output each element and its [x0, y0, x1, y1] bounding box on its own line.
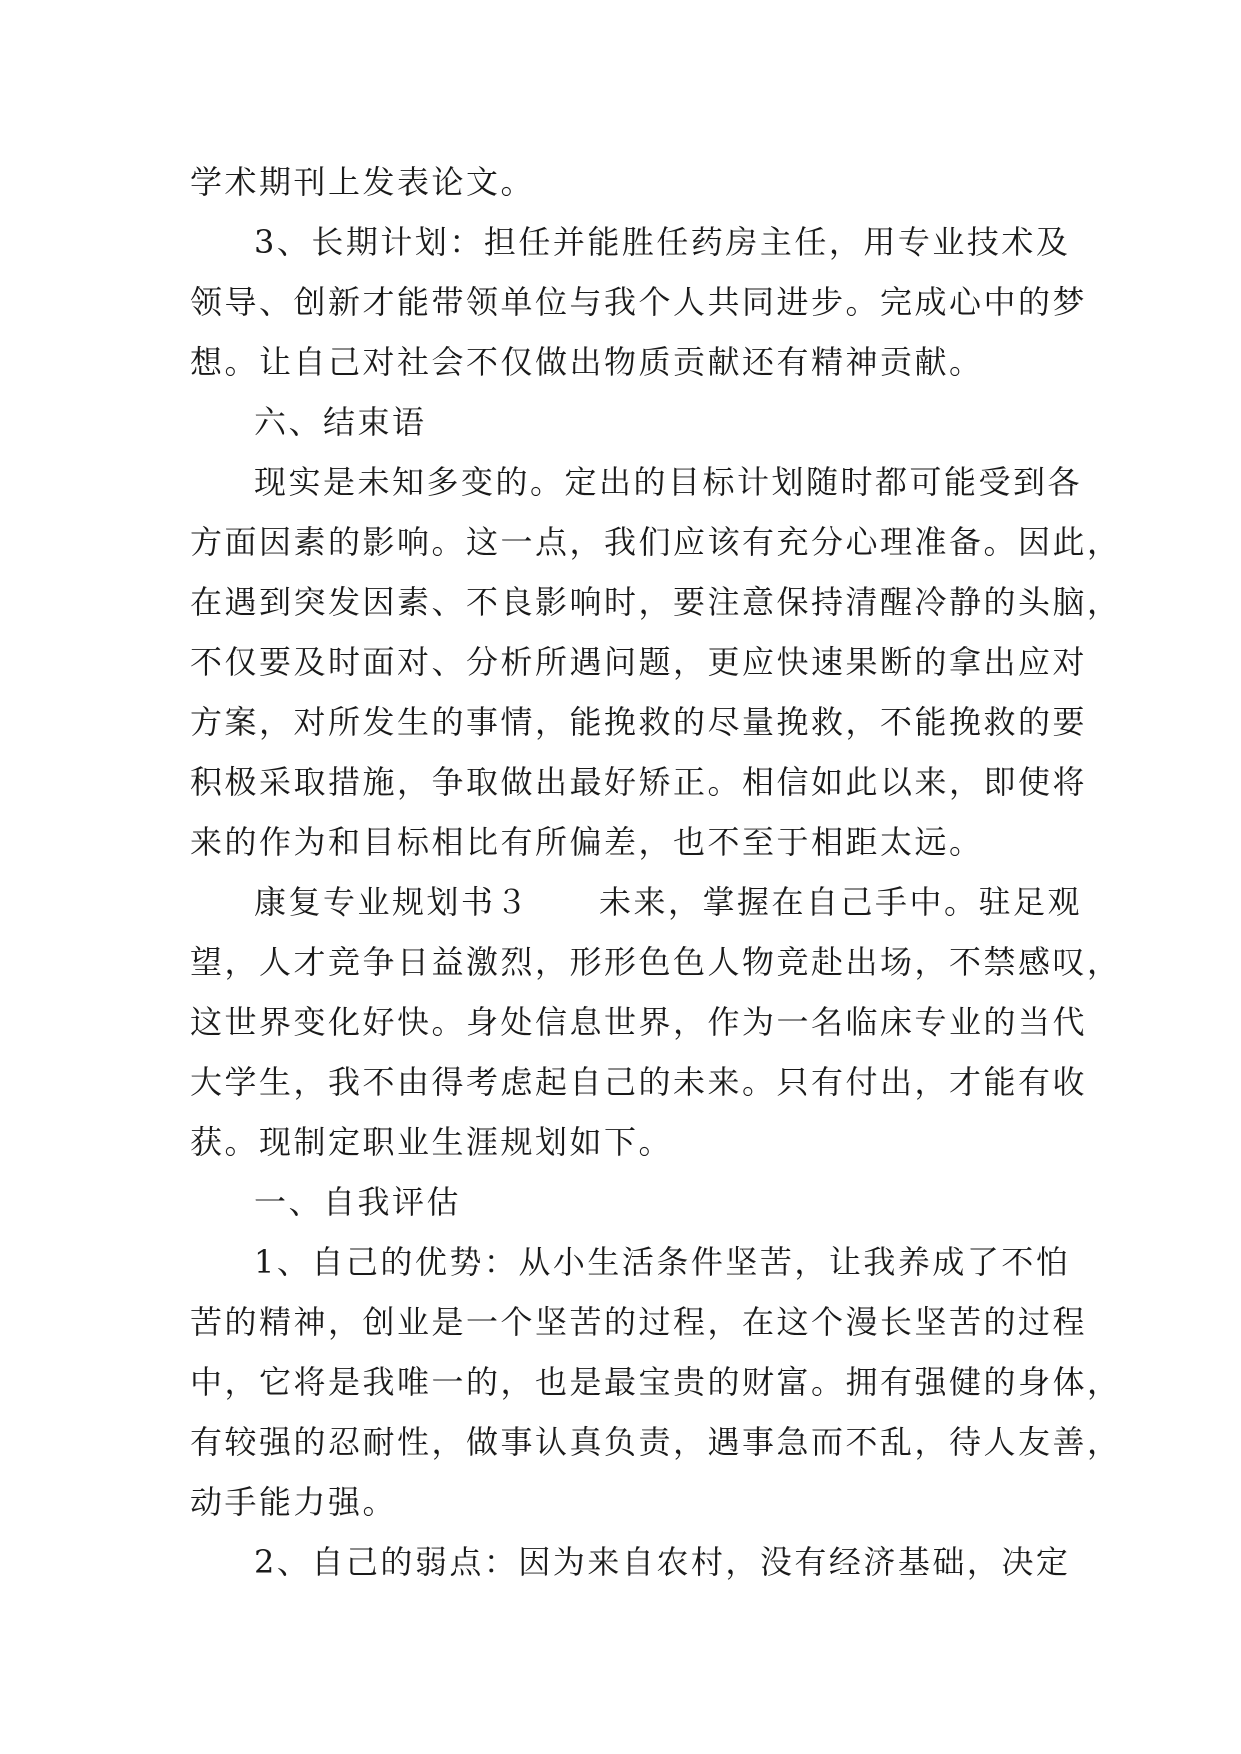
text-line: 积极采取措施，争取做出最好矫正。相信如此以来，即使将	[190, 763, 1088, 801]
text-line: 现实是未知多变的。定出的目标计划随时都可能受到各	[254, 463, 1083, 501]
text-line: 领导、创新才能带领单位与我个人共同进步。完成心中的梦	[190, 283, 1088, 321]
text-line: 1、自己的优势：从小生活条件坚苦，让我养成了不怕	[254, 1243, 1071, 1281]
text-line: 来的作为和目标相比有所偏差，也不至于相距太远。	[190, 823, 984, 861]
section-heading: 六、结束语	[254, 403, 427, 441]
text-line: 动手能力强。	[190, 1483, 398, 1521]
text-line: 中，它将是我唯一的，也是最宝贵的财富。拥有强健的身体，	[190, 1363, 1122, 1401]
text-line: 大学生，我不由得考虑起自己的未来。只有付出，才能有收	[190, 1063, 1088, 1101]
text-line: 苦的精神，创业是一个坚苦的过程，在这个漫长坚苦的过程	[190, 1303, 1088, 1341]
text-line: 在遇到突发因素、不良影响时，要注意保持清醒冷静的头脑，	[190, 583, 1122, 621]
text-line: 康复专业规划书３ 未来，掌握在自己手中。驻足观	[254, 883, 1083, 921]
text-line: 方案，对所发生的事情，能挽救的尽量挽救，不能挽救的要	[190, 703, 1088, 741]
text-line: 有较强的忍耐性，做事认真负责，遇事急而不乱，待人友善，	[190, 1423, 1122, 1461]
document-body	[190, 152, 1122, 1592]
text-line: 望，人才竞争日益激烈，形形色色人物竞赴出场，不禁感叹，	[190, 943, 1122, 981]
text-line: 这世界变化好快。身处信息世界，作为一名临床专业的当代	[190, 1003, 1088, 1041]
text-line: 学术期刊上发表论文。	[190, 163, 536, 201]
text-line: 方面因素的影响。这一点，我们应该有充分心理准备。因此，	[190, 523, 1122, 561]
text-line: 获。现制定职业生涯规划如下。	[190, 1123, 674, 1161]
text-line: 想。让自己对社会不仅做出物质贡献还有精神贡献。	[190, 343, 984, 381]
text-line: 3、长期计划：担任并能胜任药房主任，用专业技术及	[254, 223, 1071, 261]
text-line: 不仅要及时面对、分析所遇问题，更应快速果断的拿出应对	[190, 643, 1088, 681]
text-line: 2、自己的弱点：因为来自农村，没有经济基础，决定	[254, 1543, 1071, 1581]
section-heading: 一、自我评估	[254, 1183, 462, 1221]
